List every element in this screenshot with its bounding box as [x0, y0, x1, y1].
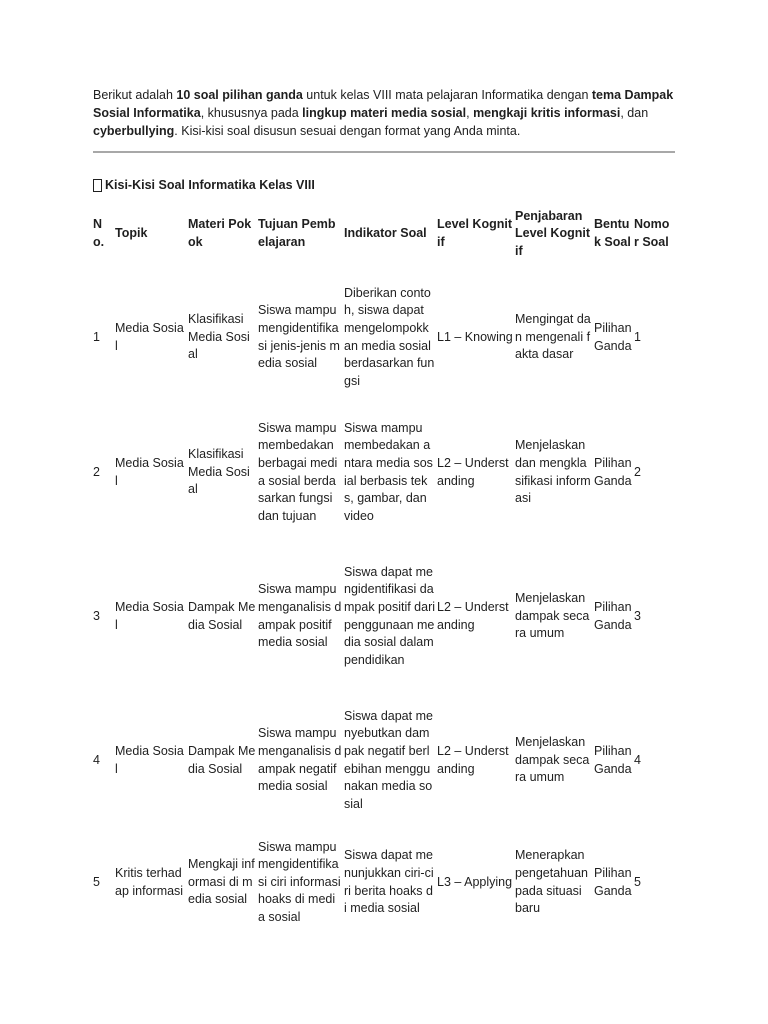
- intro-text: ,: [466, 106, 474, 120]
- column-header: Nomor Soal: [634, 217, 670, 249]
- table-row: [93, 693, 675, 828]
- table-cell: L1 – Knowing: [437, 329, 513, 344]
- table-cell: L3 – Applying: [437, 874, 513, 889]
- column-header: Topik: [115, 226, 148, 241]
- kisi-kisi-table: [93, 198, 675, 937]
- table-cell: Siswa mampu menganalisis dampak negatif media sosial: [258, 726, 342, 794]
- intro-bold-text: lingkup materi media sosial: [302, 106, 467, 120]
- table-cell: 5: [634, 874, 641, 889]
- table-cell: L2 – Understanding: [437, 599, 509, 632]
- column-header: No.: [93, 217, 105, 249]
- table-cell: Pilihan Ganda: [594, 743, 632, 776]
- intro-bold-text: cyberbullying: [93, 124, 175, 138]
- intro-text: , dan: [620, 106, 649, 120]
- table-cell: Pilihan Ganda: [594, 320, 632, 353]
- intro-bold-text: 10 soal pilihan ganda: [176, 88, 303, 102]
- table-cell: Kritis terhadap informasi: [115, 865, 184, 898]
- table-cell: Media Sosial: [115, 743, 184, 776]
- table-cell: Siswa mampu mengidentifikasi ciri informasi hoaks di media sosial: [258, 839, 341, 924]
- column-header: Bentuk Soal: [594, 217, 631, 249]
- table-cell: Siswa dapat menunjukkan ciri-ciri berita hoaks di media sosial: [344, 848, 434, 916]
- table-cell: Siswa mampu mengidentifikasi jenis-jenis media sosial: [258, 303, 340, 371]
- table-cell: 1: [93, 329, 100, 344]
- table-cell: Menjelaskan dan mengklasifikasi informasi: [515, 438, 591, 506]
- section-heading: [93, 178, 675, 192]
- table-header-row: [93, 198, 675, 270]
- table-cell: 2: [634, 464, 641, 479]
- horizontal-rule: [93, 151, 675, 153]
- table-cell: Mengingat dan mengenali fakta dasar: [515, 312, 591, 362]
- table-body: [93, 270, 675, 937]
- table-cell: 4: [634, 752, 641, 767]
- table-cell: Klasifikasi Media Sosial: [188, 447, 250, 497]
- column-header: Materi Pokok: [188, 217, 252, 249]
- table-cell: Siswa mampu membedakan antara media sosial berbasis teks, gambar, dan video: [344, 420, 433, 523]
- table-cell: Media Sosial: [115, 320, 184, 353]
- intro-paragraph: [93, 86, 675, 140]
- table-row: [93, 270, 675, 405]
- column-header: Level Kognitif: [437, 217, 513, 249]
- table-cell: Pilihan Ganda: [594, 865, 632, 898]
- column-header: Indikator Soal: [344, 226, 427, 241]
- table-cell: 3: [93, 608, 100, 623]
- intro-text: , khususnya pada: [200, 106, 303, 120]
- intro-bold-text: mengkaji kritis informasi: [473, 106, 621, 120]
- table-cell: Mengkaji informasi di media sosial: [188, 857, 255, 907]
- table-cell: Pilihan Ganda: [594, 599, 632, 632]
- table-cell: 4: [93, 752, 100, 767]
- table-cell: Pilihan Ganda: [594, 455, 632, 488]
- table-cell: Menjelaskan dampak secara umum: [515, 591, 590, 641]
- table-cell: Siswa mampu menganalisis dampak positif media sosial: [258, 582, 342, 650]
- intro-bold-text: tema Dampak Sosial Informatika: [93, 88, 674, 120]
- document-page: [93, 86, 675, 937]
- table-cell: Media Sosial: [115, 599, 184, 632]
- clipboard-icon: [93, 179, 102, 192]
- intro-text: untuk kelas VIII mata pelajaran Informatika dengan: [302, 88, 592, 102]
- intro-text: Berikut adalah: [93, 88, 177, 102]
- table-cell: L2 – Understanding: [437, 743, 509, 776]
- column-header: Penjabaran Level Kognitif: [515, 208, 591, 258]
- table-cell: 5: [93, 874, 100, 889]
- table-row: [93, 828, 675, 937]
- table-cell: Siswa dapat mengidentifikasi dampak positif dari penggunaan media sosial dalam pendidikan: [344, 564, 436, 667]
- table-cell: Menerapkan pengetahuan pada situasi baru: [515, 848, 588, 916]
- section-title: Kisi-Kisi Soal Informatika Kelas VIII: [105, 178, 315, 192]
- table-cell: L2 – Understanding: [437, 455, 509, 488]
- table-row: [93, 540, 675, 693]
- table-cell: Menjelaskan dampak secara umum: [515, 735, 590, 785]
- intro-text: . Kisi-kisi soal disusun sesuai dengan format yang Anda minta.: [174, 124, 521, 138]
- table-cell: Siswa dapat menyebutkan dampak negatif berlebihan menggunakan media sosial: [344, 708, 433, 811]
- table-row: [93, 405, 675, 540]
- table-cell: Dampak Media Sosial: [188, 743, 256, 776]
- table-cell: 1: [634, 329, 641, 344]
- table-cell: Media Sosial: [115, 455, 184, 488]
- table-cell: Dampak Media Sosial: [188, 599, 256, 632]
- column-header: Tujuan Pembelajaran: [258, 217, 336, 249]
- table-cell: Klasifikasi Media Sosial: [188, 312, 250, 362]
- table-cell: 2: [93, 464, 100, 479]
- table-cell: Siswa mampu membedakan berbagai media sosial berdasarkan fungsi dan tujuan: [258, 420, 338, 523]
- table-cell: Diberikan contoh, siswa dapat mengelompokkan media sosial berdasarkan fungsi: [344, 285, 435, 388]
- table-cell: 3: [634, 608, 641, 623]
